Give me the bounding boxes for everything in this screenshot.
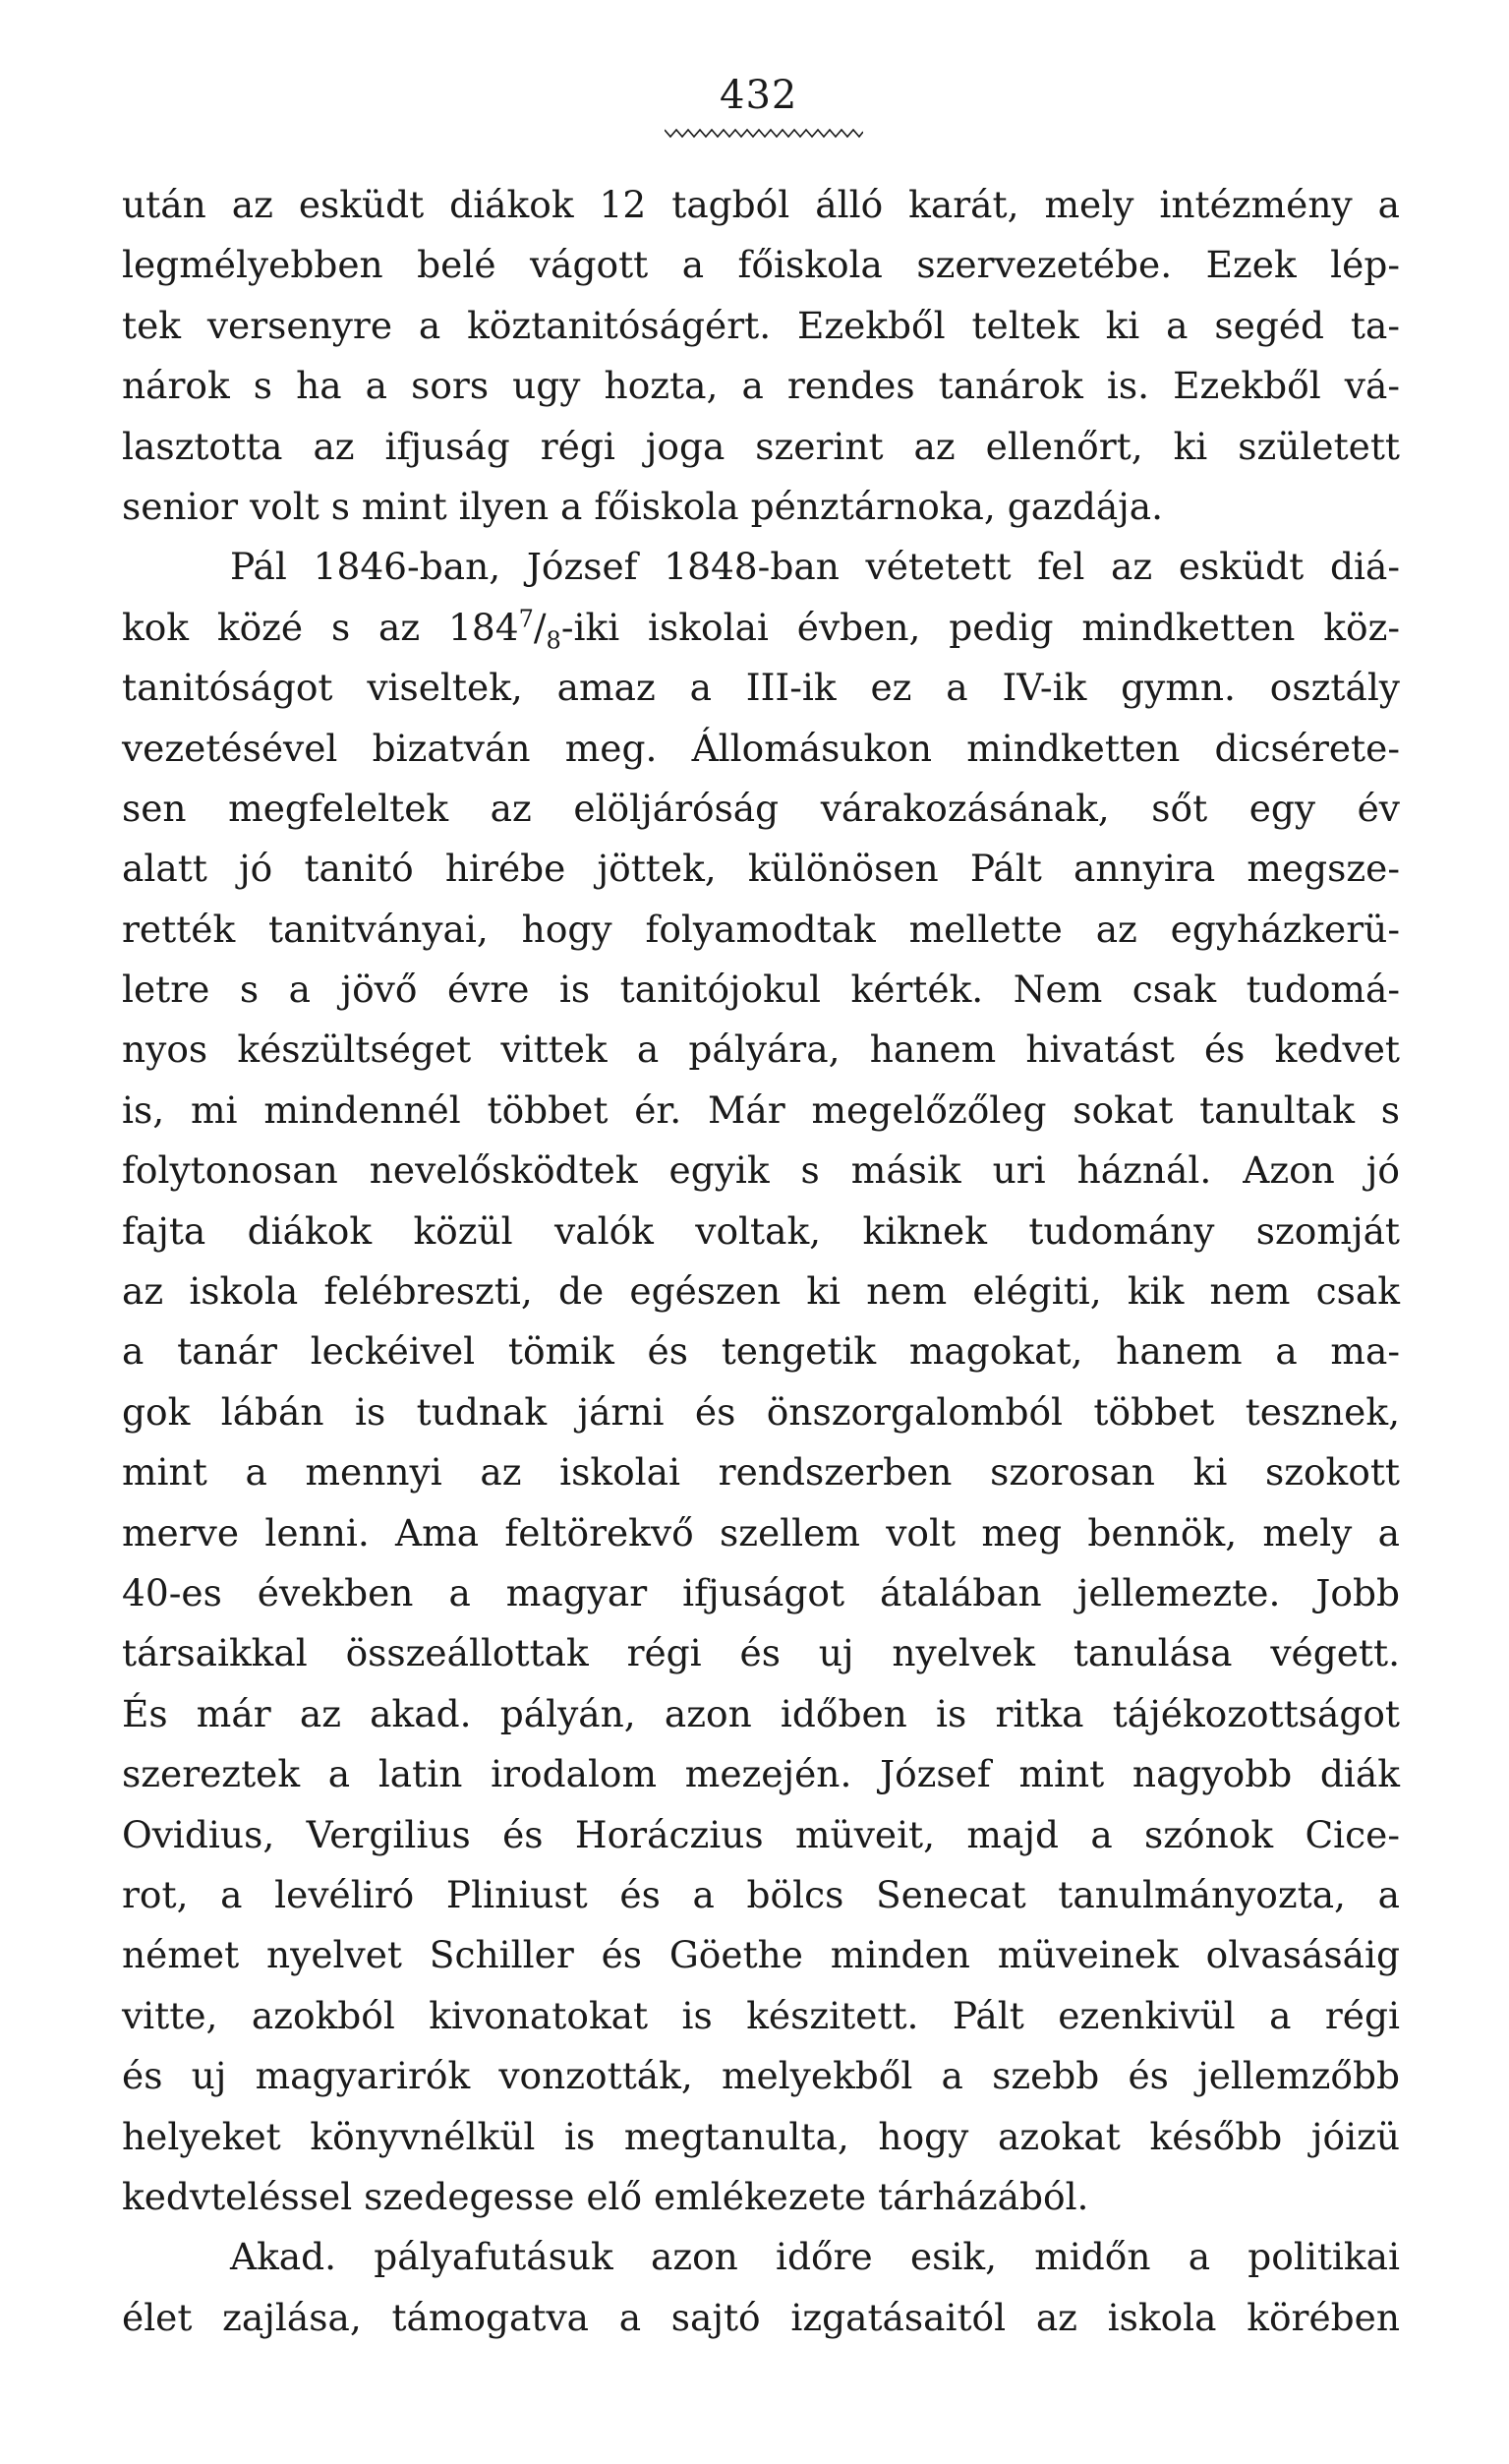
paragraph-start-line: Pál 1846-ban, József 1848-ban vétetett fel az esküdt diá- bbox=[230, 545, 1400, 589]
text-line: legmélyebben belé vágott a főiskola szervezetébe. Ezek lép- bbox=[122, 243, 1400, 287]
text-line: is, mi mindennél többet ér. Már megelőzőleg sokat tanultak s bbox=[122, 1087, 1400, 1132]
text-line: kedvteléssel szedegesse elő emlékezete tárházából. bbox=[122, 2174, 1089, 2218]
text-line: 40-es években a magyar ifjuságot átalában jellemezte. Jobb bbox=[122, 1570, 1400, 1614]
text-line: vitte, azokból kivonatokat is készitett. Pált ezenkivül a régi bbox=[122, 1993, 1400, 2037]
text-line: vezetésével bizatván meg. Állomásukon mindketten dicsérete- bbox=[122, 726, 1400, 770]
text-line: szereztek a latin irodalom mezején. József mint nagyobb diák bbox=[122, 1752, 1400, 1796]
text-line: a tanár leckéivel tömik és tengetik magokat, hanem a ma- bbox=[122, 1329, 1400, 1374]
fraction-line-before: kok közé s az 184 bbox=[122, 605, 519, 649]
fraction-denominator: 8 bbox=[546, 626, 561, 655]
text-line: Ovidius, Vergilius és Horáczius müveit, majd a szónok Cice- bbox=[122, 1812, 1400, 1856]
text-line: folytonosan nevelősködtek egyik s másik uri háznál. Azon jó bbox=[122, 1148, 1400, 1193]
text-line: lasztotta az ifjuság régi joga szerint az ellenőrt, ki született bbox=[122, 424, 1400, 468]
paragraph-start-line: Akad. pályafutásuk azon időre esik, midőn a politikai bbox=[230, 2235, 1400, 2279]
text-line: rették tanitványai, hogy folyamodtak mellette az egyházkerü- bbox=[122, 907, 1400, 951]
text-line: mint a mennyi az iskolai rendszerben szorosan ki szokott bbox=[122, 1450, 1400, 1495]
text-line: és uj magyarirók vonzották, melyekből a szebb és jellemzőbb bbox=[122, 2054, 1400, 2098]
text-line: tanitóságot viseltek, amaz a III-ik ez a IV-ik gymn. osztály bbox=[122, 666, 1400, 710]
text-line: nárok s ha a sors ugy hozta, a rendes tanárok is. Ezekből vá- bbox=[122, 364, 1400, 408]
fraction-line-after: -iki iskolai évben, pedig mindketten köz- bbox=[560, 605, 1400, 649]
fraction-numerator: 7 bbox=[518, 605, 534, 633]
text-line: tek versenyre a köztanitóságért. Ezekből teltek ki a segéd ta- bbox=[122, 303, 1400, 347]
text-line: nyos készültséget vittek a pályára, hanem hivatást és kedvet bbox=[122, 1027, 1400, 1072]
text-line: az iskola felébreszti, de egészen ki nem elégiti, kik nem csak bbox=[122, 1269, 1400, 1314]
page-number: 432 bbox=[720, 73, 798, 118]
text-line: merve lenni. Ama feltörekvő szellem volt meg bennök, mely a bbox=[122, 1510, 1400, 1555]
text-line: élet zajlása, támogatva a sajtó izgatásaitól az iskola körében bbox=[122, 2295, 1400, 2339]
page-number-ornament bbox=[665, 126, 863, 140]
text-line: helyeket könyvnélkül is megtanulta, hogy azokat később jóizü bbox=[122, 2114, 1400, 2158]
text-line: senior volt s mint ilyen a főiskola pénztárnoka, gazdája. bbox=[122, 484, 1164, 528]
text-line: És már az akad. pályán, azon időben is ritka tájékozottságot bbox=[122, 1691, 1400, 1735]
text-line: gok lábán is tudnak járni és önszorgalomból többet tesznek, bbox=[122, 1389, 1400, 1434]
text-line: német nyelvet Schiller és Göethe minden müveinek olvasásáig bbox=[122, 1933, 1400, 1977]
text-line: társaikkal összeállottak régi és uj nyelvek tanulása végett. bbox=[122, 1631, 1400, 1675]
text-line-with-fraction bbox=[122, 598, 1400, 658]
text-line: rot, a levéliró Pliniust és a bölcs Senecat tanulmányozta, a bbox=[122, 1872, 1400, 1916]
text-line: alatt jó tanitó hirébe jöttek, különösen Pált annyira megsze- bbox=[122, 847, 1400, 891]
text-line: sen megfeleltek az elöljáróság várakozásának, sőt egy év bbox=[122, 786, 1400, 830]
text-line: után az esküdt diákok 12 tagból álló karát, mely intézmény a bbox=[122, 183, 1400, 226]
fraction-slash: / bbox=[533, 605, 547, 649]
body-text bbox=[122, 175, 1400, 2348]
text-line: fajta diákok közül valók voltak, kiknek tudomány szomját bbox=[122, 1208, 1400, 1253]
text-line: letre s a jövő évre is tanitójokul kérték. Nem csak tudomá- bbox=[122, 968, 1400, 1012]
